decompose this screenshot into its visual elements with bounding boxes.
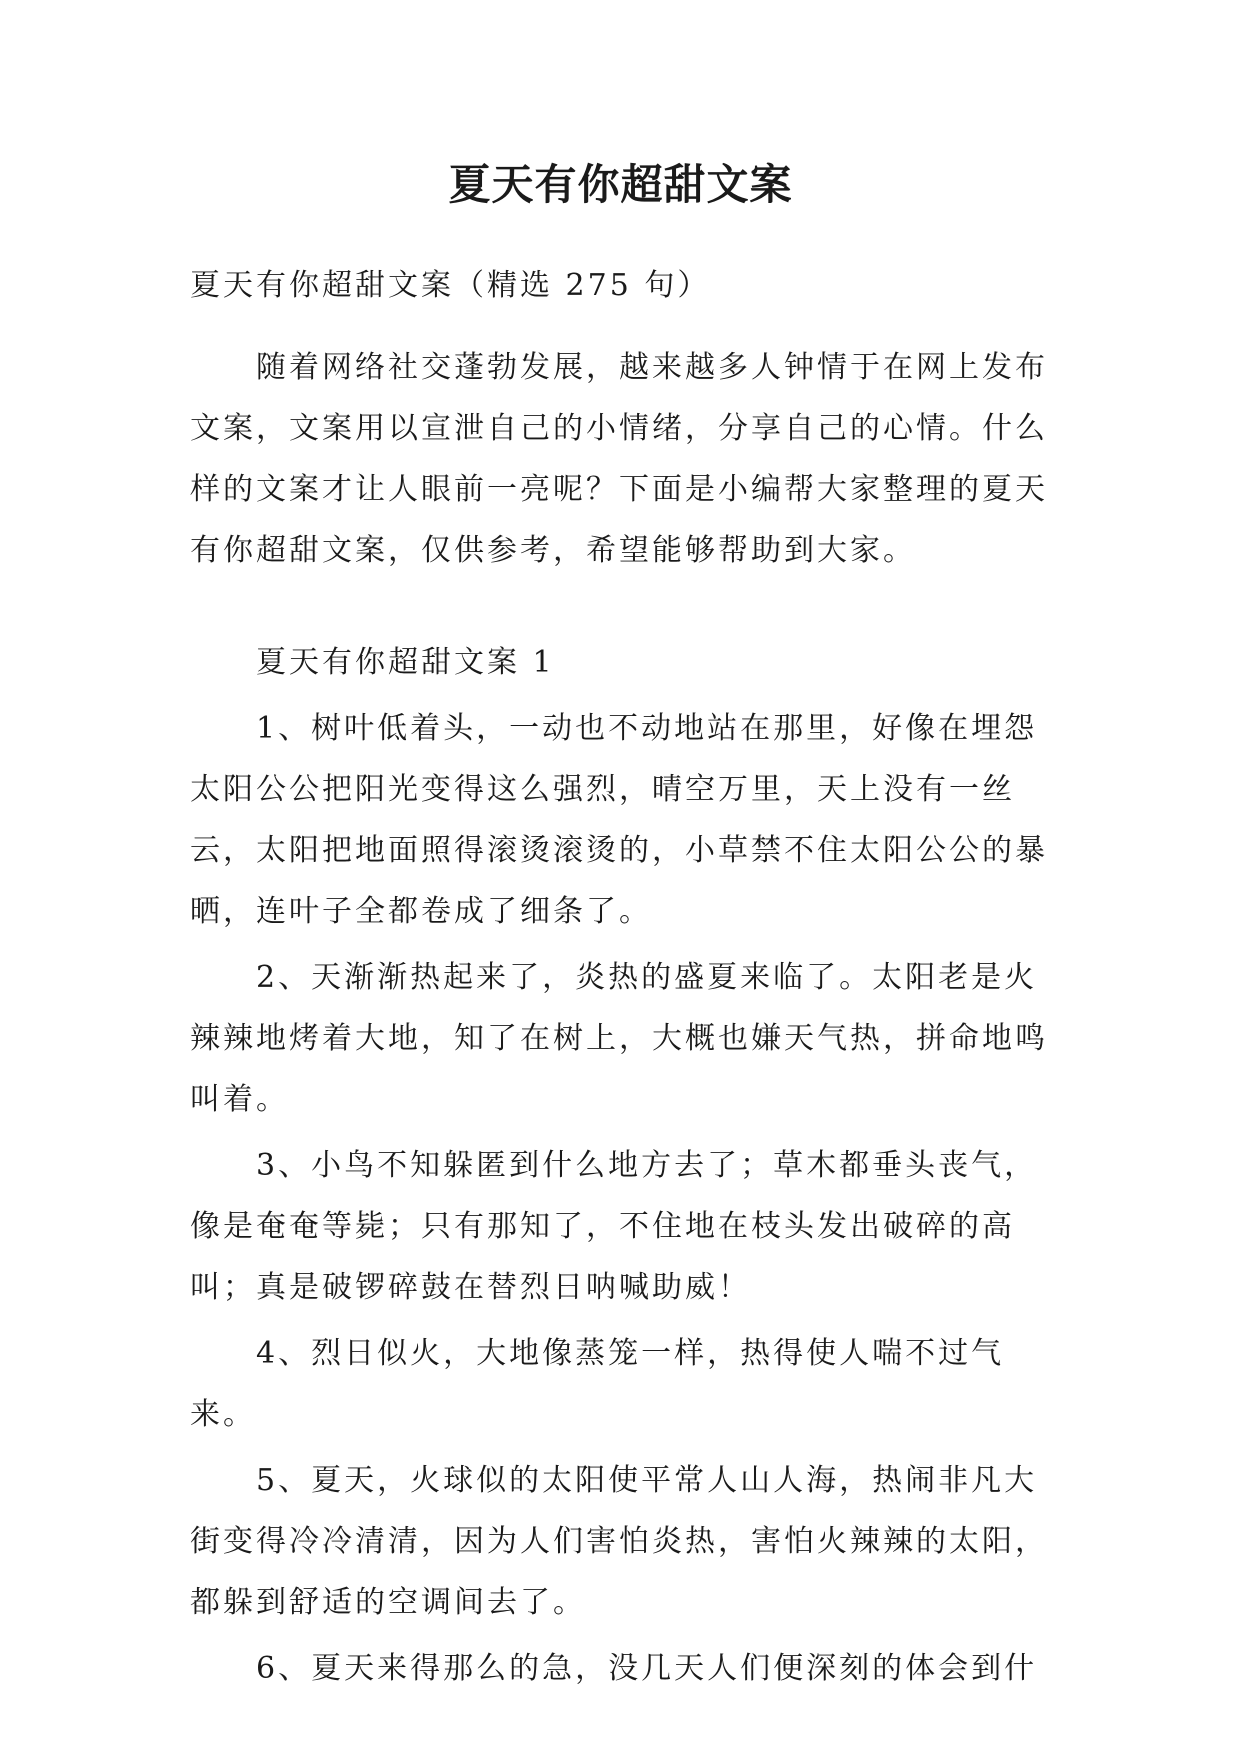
quote-item-1: 1、树叶低着头，一动也不动地站在那里，好像在埋怨太阳公公把阳光变得这么强烈，晴空万里，天上没有一丝云，太阳把地面照得滚烫滚烫的，小草禁不住太阳公公的暴晒，连叶子全都卷成了细条了。 (190, 711, 1048, 929)
quote-item-3: 3、小鸟不知躲匿到什么地方去了；草木都垂头丧气，像是奄奄等毙；只有那知了，不住地在枝头发出破碎的高叫；真是破锣碎鼓在替烈日呐喊助威！ (190, 1148, 1038, 1305)
quote-item-4: 4、烈日似火，大地像蒸笼一样，热得使人喘不过气来。 (190, 1336, 1005, 1432)
quote-item-5: 5、夏天，火球似的太阳使平常人山人海，热闹非凡大街变得冷冷清清，因为人们害怕炎热，害怕火辣辣的太阳，都躲到舒适的空调间去了。 (190, 1463, 1048, 1620)
intro-paragraph: 随着网络社交蓬勃发展，越来越多人钟情于在网上发布文案，文案用以宣泄自己的小情绪，分享自己的心情。什么样的文案才让人眼前一亮呢？下面是小编帮大家整理的夏天有你超甜文案，仅供参考，希望能够帮助到大家。 (190, 350, 1048, 568)
document-title: 夏天有你超甜文案 (448, 160, 793, 209)
section-heading: 夏天有你超甜文案 1 (256, 645, 555, 680)
document-subtitle: 夏天有你超甜文案（精选 275 句） (190, 268, 711, 303)
quote-list (190, 698, 1060, 1704)
quote-item-6: 6、夏天来得那么的急，没几天人们便深刻的体会到什 (256, 1651, 1038, 1686)
quote-item-2: 2、天渐渐热起来了，炎热的盛夏来临了。太阳老是火辣辣地烤着大地，知了在树上，大概也嫌天气热，拼命地鸣叫着。 (190, 960, 1048, 1117)
